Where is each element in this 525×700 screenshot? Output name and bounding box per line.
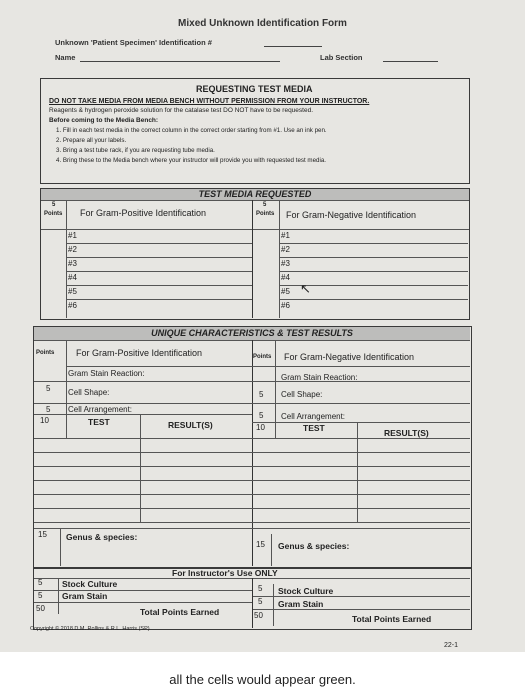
neg-test-header: TEST [303,423,325,433]
pos-results-header: RESULT(S) [168,420,213,430]
neg-stock-points: 5 [258,584,263,593]
pos-row-5[interactable]: #5 [68,287,77,296]
form-title: Mixed Unknown Identification Form [178,18,347,29]
neg-shape-points: 5 [259,390,264,399]
step-2: 2. Prepare all your labels. [56,137,127,144]
neg-row-3[interactable]: #3 [281,259,290,268]
pos-arrangement-points: 5 [46,405,51,414]
neg-points-value: 5 [263,202,267,208]
pos-total-points: 50 [36,604,45,613]
neg-cell-shape[interactable]: Cell Shape: [281,390,323,399]
name-label: Name [55,53,76,62]
neg-row-1[interactable]: #1 [281,231,290,240]
pos-stock-culture[interactable]: Stock Culture [62,579,118,589]
neg-row-4[interactable]: #4 [281,273,290,282]
test-media-gram-pos-title: For Gram-Positive Identification [80,208,207,218]
neg-cell-arrangement[interactable]: Cell Arrangement: [281,412,346,421]
step-3: 3. Bring a test tube rack, if you are requesting tube media. [56,147,215,154]
unique-heading: UNIQUE CHARACTERISTICS & TEST RESULTS [34,327,470,340]
pos-points-value: 5 [52,202,56,208]
pos-row-6[interactable]: #6 [68,301,77,310]
pos-cell-arrangement[interactable]: Cell Arrangement: [68,405,133,414]
lab-section-field[interactable] [383,53,438,62]
permission-warning: DO NOT TAKE MEDIA FROM MEDIA BENCH WITHOUT PERMISSION FROM YOUR INSTRUCTOR. [49,98,370,105]
pos-row-4[interactable]: #4 [68,273,77,282]
neg-gram-stain[interactable]: Gram Stain Reaction: [281,373,358,382]
lab-section-label: Lab Section [320,53,363,62]
pos-row-3[interactable]: #3 [68,259,77,268]
pos-total-earned: Total Points Earned [140,607,220,617]
pos-points-label: Points [44,211,63,217]
unique-pos-points: Points [36,350,55,356]
cursor-arrow-icon: ↖ [300,281,311,296]
test-media-heading: TEST MEDIA REQUESTED [41,189,469,200]
pos-row-2[interactable]: #2 [68,245,77,254]
caption-text: all the cells would appear green. [169,672,356,687]
unique-gram-neg-title: For Gram-Negative Identification [284,352,415,362]
neg-stock-culture[interactable]: Stock Culture [278,586,334,596]
pos-test-header: TEST [88,417,110,427]
test-media-gram-neg-title: For Gram-Negative Identification [286,210,417,220]
neg-test-points: 10 [256,423,265,432]
neg-total-points: 50 [254,611,263,620]
step-1: 1. Fill in each test media in the correct column in the correct order starting from #1. Use an ink pen. [56,127,327,134]
unique-gram-pos-title: For Gram-Positive Identification [76,348,203,358]
pos-stock-points: 5 [38,578,43,587]
unique-neg-points: Points [253,354,272,360]
pos-test-points: 10 [40,416,49,425]
instructor-heading: For Instructor's Use ONLY [172,568,278,578]
neg-row-6[interactable]: #6 [281,301,290,310]
neg-row-5[interactable]: #5 [281,287,290,296]
neg-total-earned: Total Points Earned [352,614,432,624]
neg-arrangement-points: 5 [259,411,264,420]
pos-gram-stain[interactable]: Gram Stain Reaction: [68,369,145,378]
step-4: 4. Bring these to the Media bench where your instructor will provide you with requested test media. [56,157,326,164]
pos-shape-points: 5 [46,384,51,393]
name-field[interactable] [80,53,280,62]
neg-genus-points: 15 [256,540,265,549]
pos-gram-stain-check[interactable]: Gram Stain [62,591,108,601]
copyright: Copyright © 2018 D.M. Rollins & R.L. Harris (SP) [30,626,150,632]
pos-genus-species[interactable]: Genus & species: [66,532,138,542]
neg-gram-stain-check[interactable]: Gram Stain [278,599,324,609]
page-number: 22-1 [444,642,459,649]
pos-gram-points: 5 [38,591,43,600]
pos-genus-points: 15 [38,530,47,539]
neg-points-label: Points [256,211,275,217]
pos-cell-shape[interactable]: Cell Shape: [68,388,110,397]
before-label: Before coming to the Media Bench: [49,117,159,124]
unknown-id-field[interactable] [264,38,322,47]
pos-row-1[interactable]: #1 [68,231,77,240]
neg-results-header: RESULT(S) [384,428,429,438]
neg-row-2[interactable]: #2 [281,245,290,254]
neg-genus-species[interactable]: Genus & species: [278,541,350,551]
reagent-note: Reagents & hydrogen peroxide solution for the catalase test DO NOT have to be requested. [49,107,314,114]
requesting-heading: REQUESTING TEST MEDIA [196,84,313,94]
neg-gram-points: 5 [258,597,263,606]
unknown-id-label: Unknown 'Patient Specimen' Identification # [55,38,212,47]
